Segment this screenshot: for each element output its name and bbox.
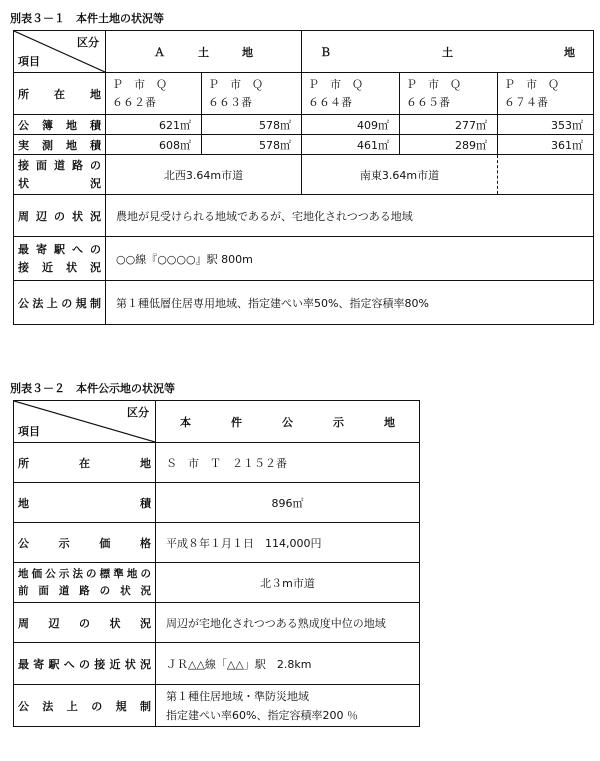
table2-corner-header	[14, 401, 156, 443]
division-label: 区分	[127, 406, 149, 419]
public-area-cell: 578㎡	[202, 115, 302, 135]
address-cell-4: Ｐ 市 Ｑ ６６５番	[400, 73, 498, 115]
column-header-a: Ａ 土 地	[106, 31, 302, 73]
address-cell-5: Ｐ 市 Ｑ ６７４番	[498, 73, 594, 115]
row-label-regulation: 公法上の規制	[14, 685, 156, 727]
row-label-surroundings: 周辺の状況	[14, 603, 156, 643]
price-cell: 平成８年１月１日 114,000円	[156, 523, 420, 563]
surroundings-cell: 周辺が宅地化されつつある熟成度中位の地域	[156, 603, 420, 643]
address-cell-3: Ｐ 市 Ｑ ６６４番	[302, 73, 400, 115]
row-label-price: 公示価格	[14, 523, 156, 563]
actual-area-cell: 289㎡	[400, 135, 498, 155]
row-label-actual-area: 実測地積	[14, 135, 106, 155]
row-label-location: 所 在 地	[14, 73, 106, 115]
row-label-surroundings: 周辺の状況	[14, 195, 106, 237]
road-a-cell: 北西3.64m市道	[106, 155, 302, 195]
public-area-cell: 621㎡	[106, 115, 202, 135]
regulation-cell: 第１種低層住居専用地域、指定建ぺい率50%、指定容積率80%	[106, 281, 594, 325]
item-label: 項目	[18, 55, 40, 68]
column-header-b-2: 土	[442, 45, 453, 59]
road-cell: 北３m市道	[156, 563, 420, 603]
table1-corner-header	[14, 31, 106, 73]
actual-area-cell: 608㎡	[106, 135, 202, 155]
road-b-cell: 南東3.64m市道	[302, 155, 498, 195]
table2-title: 別表３－２ 本件公示地の状況等	[10, 382, 175, 395]
item-label: 項目	[18, 425, 40, 438]
row-label-regulation: 公法上の規制	[14, 281, 106, 325]
column-header-b-1: Ｂ	[320, 45, 331, 59]
public-land-table	[13, 400, 420, 727]
address-cell-1: Ｐ 市 Ｑ ６６２番	[106, 73, 202, 115]
station-cell: ＪＲ△△線「△△」駅 2.8km	[156, 643, 420, 685]
column-header-public-land: 本 件 公 示 地	[156, 401, 420, 443]
table1-title: 別表３－１ 本件土地の状況等	[10, 12, 164, 25]
regulation-cell: 第１種住居地域・準防災地域 指定建ぺい率60%、指定容積率200 ％	[156, 685, 420, 727]
public-area-cell: 277㎡	[400, 115, 498, 135]
area-cell: 896㎡	[156, 483, 420, 523]
road-empty-cell	[498, 155, 594, 195]
actual-area-cell: 578㎡	[202, 135, 302, 155]
row-label-station: 最寄駅への接近状況	[14, 643, 156, 685]
division-label: 区分	[77, 36, 99, 49]
location-cell: Ｓ 市 Ｔ ２１５２番	[156, 443, 420, 483]
public-area-cell: 409㎡	[302, 115, 400, 135]
column-header-b	[302, 31, 594, 73]
land-status-table	[13, 30, 594, 325]
public-area-cell: 353㎡	[498, 115, 594, 135]
station-cell: ○○線『○○○○』駅 800m	[106, 237, 594, 281]
row-label-location: 所 在 地	[14, 443, 156, 483]
column-header-b-3: 地	[564, 45, 575, 59]
surroundings-cell: 農地が見受けられる地域であるが、宅地化されつつある地域	[106, 195, 594, 237]
row-label-station: 最寄駅への 接近状況	[14, 237, 106, 281]
address-cell-2: Ｐ 市 Ｑ ６６３番	[202, 73, 302, 115]
row-label-road: 地価公示法の標準地の 前面道路の状況	[14, 563, 156, 603]
row-label-road: 接面道路の 状 況	[14, 155, 106, 195]
actual-area-cell: 461㎡	[302, 135, 400, 155]
row-label-area: 地 積	[14, 483, 156, 523]
row-label-public-area: 公簿地積	[14, 115, 106, 135]
actual-area-cell: 361㎡	[498, 135, 594, 155]
